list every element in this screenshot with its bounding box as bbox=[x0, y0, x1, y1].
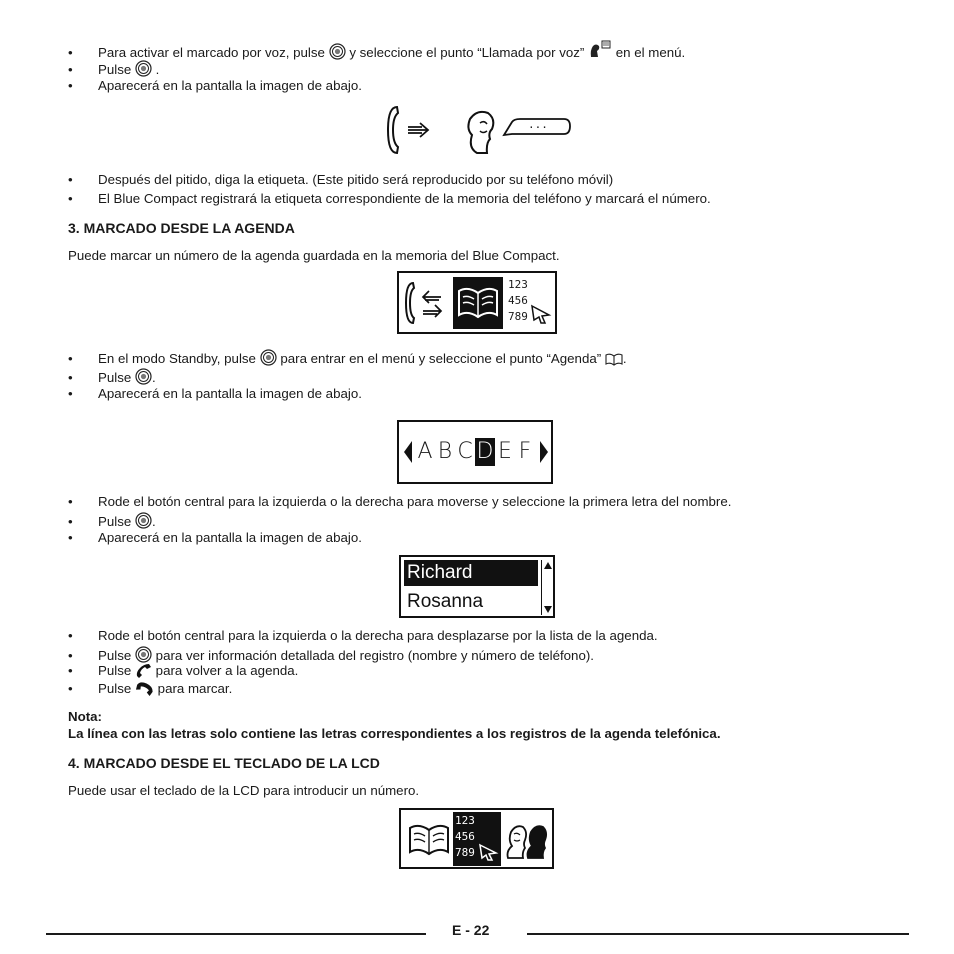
contact-item-selected: Richard bbox=[404, 560, 538, 586]
keypad-row: 456 bbox=[508, 294, 528, 307]
page-number: E - 22 bbox=[452, 922, 490, 938]
bullet-rotate-list: • Rode el botón central para la izquierda o la derecha para desplazarse por la lista de la agenda. bbox=[68, 628, 658, 643]
contact-item: Rosanna bbox=[407, 591, 484, 612]
center-button-icon bbox=[135, 368, 152, 385]
bullet-screen-appears: • Aparecerá en la pantalla la imagen de abajo. bbox=[68, 78, 362, 93]
voice-bubble-text: ... bbox=[528, 118, 548, 131]
note-title: Nota: bbox=[68, 709, 102, 724]
note-text: La línea con las letras solo contiene las letras correspondientes a los registros de la agenda telefónica. bbox=[68, 726, 721, 741]
letter-item-selected: D bbox=[476, 439, 494, 464]
letter-selector-lcd bbox=[397, 420, 553, 484]
contact-list-lcd bbox=[399, 555, 555, 618]
footer-rule-right bbox=[527, 933, 909, 935]
letter-item: E bbox=[498, 439, 512, 464]
keypad-row: 789 bbox=[455, 846, 475, 859]
letter-item: C bbox=[457, 439, 473, 464]
keypad-row: 789 bbox=[508, 310, 528, 323]
bullet-after-beep: • Después del pitido, diga la etiqueta. (Este pitido será reproducido por su teléfono móvil) bbox=[68, 172, 614, 187]
scroll-up-icon bbox=[543, 561, 553, 570]
scroll-down-icon bbox=[543, 605, 553, 614]
bullet-screen-appears-3: • Aparecerá en la pantalla la imagen de abajo. bbox=[68, 530, 362, 545]
keypad-icon bbox=[508, 277, 528, 325]
letter-row bbox=[415, 438, 535, 466]
phone-transfer-icon bbox=[403, 281, 447, 325]
footer-rule-left bbox=[46, 933, 426, 935]
section-3-heading: 3. MARCADO DESDE LA AGENDA bbox=[68, 220, 295, 236]
scrollbar bbox=[541, 560, 553, 615]
keypad-row: 123 bbox=[455, 814, 475, 827]
center-button-icon bbox=[135, 512, 152, 529]
bullet-press-3: • Pulse . bbox=[68, 514, 156, 529]
arrow-right-icon bbox=[539, 440, 549, 464]
phonebook-icon bbox=[407, 818, 451, 860]
keypad-menu-lcd bbox=[399, 808, 554, 869]
bullet-register-label: • El Blue Compact registrará la etiqueta correspondiente de la memoria del teléfono y marcará el número. bbox=[68, 191, 711, 206]
end-call-icon bbox=[135, 663, 152, 678]
call-icon bbox=[135, 682, 154, 696]
center-button-icon bbox=[135, 646, 152, 663]
bullet-standby-menu: • En el modo Standby, pulse para entrar en el menú y seleccione el punto “Agenda” . bbox=[68, 351, 627, 366]
center-button-icon bbox=[329, 43, 346, 60]
phonebook-icon bbox=[605, 352, 623, 366]
cursor-pointer-icon bbox=[477, 842, 499, 862]
bullet-dial: • Pulse para marcar. bbox=[68, 681, 233, 696]
two-persons-icon bbox=[504, 818, 550, 862]
phonebook-selected-tile bbox=[453, 277, 503, 329]
bullet-back-to-book: • Pulse para volver a la agenda. bbox=[68, 663, 299, 678]
keypad-row: 123 bbox=[508, 278, 528, 291]
phonebook-icon bbox=[453, 277, 503, 329]
letter-item: A bbox=[417, 439, 433, 464]
arrow-left-icon bbox=[403, 440, 413, 464]
section-3-intro: Puede marcar un número de la agenda guardada en la memoria del Blue Compact. bbox=[68, 248, 560, 263]
letter-item: B bbox=[437, 439, 453, 464]
center-button-icon bbox=[260, 349, 277, 366]
letter-item: F bbox=[518, 439, 532, 464]
bullet-detail-info: • Pulse para ver información detallada del registro (nombre y número de teléfono). bbox=[68, 648, 594, 663]
bullet-screen-appears-2: • Aparecerá en la pantalla la imagen de abajo. bbox=[68, 386, 362, 401]
bullet-activate-voice: • Para activar el marcado por voz, pulse y seleccione el punto “Llamada por voz” en el menú. bbox=[68, 40, 685, 61]
center-button-icon bbox=[135, 60, 152, 77]
keypad-row: 456 bbox=[455, 830, 475, 843]
bullet-rotate-letter: • Rode el botón central para la izquierda o la derecha para moverse y seleccione la primera letra del nombre. bbox=[68, 494, 732, 509]
keypad-selected-tile bbox=[453, 812, 501, 866]
phonebook-menu-lcd bbox=[397, 271, 557, 334]
voice-dial-lcd bbox=[384, 103, 574, 158]
keypad-icon bbox=[455, 813, 475, 861]
cursor-pointer-icon bbox=[529, 303, 553, 325]
bullet-press-2: • Pulse . bbox=[68, 370, 156, 385]
section-4-heading: 4. MARCADO DESDE EL TECLADO DE LA LCD bbox=[68, 755, 380, 771]
bullet-press: • Pulse . bbox=[68, 62, 160, 77]
section-4-intro: Puede usar el teclado de la LCD para introducir un número. bbox=[68, 783, 420, 798]
voice-dial-icon bbox=[588, 40, 612, 60]
